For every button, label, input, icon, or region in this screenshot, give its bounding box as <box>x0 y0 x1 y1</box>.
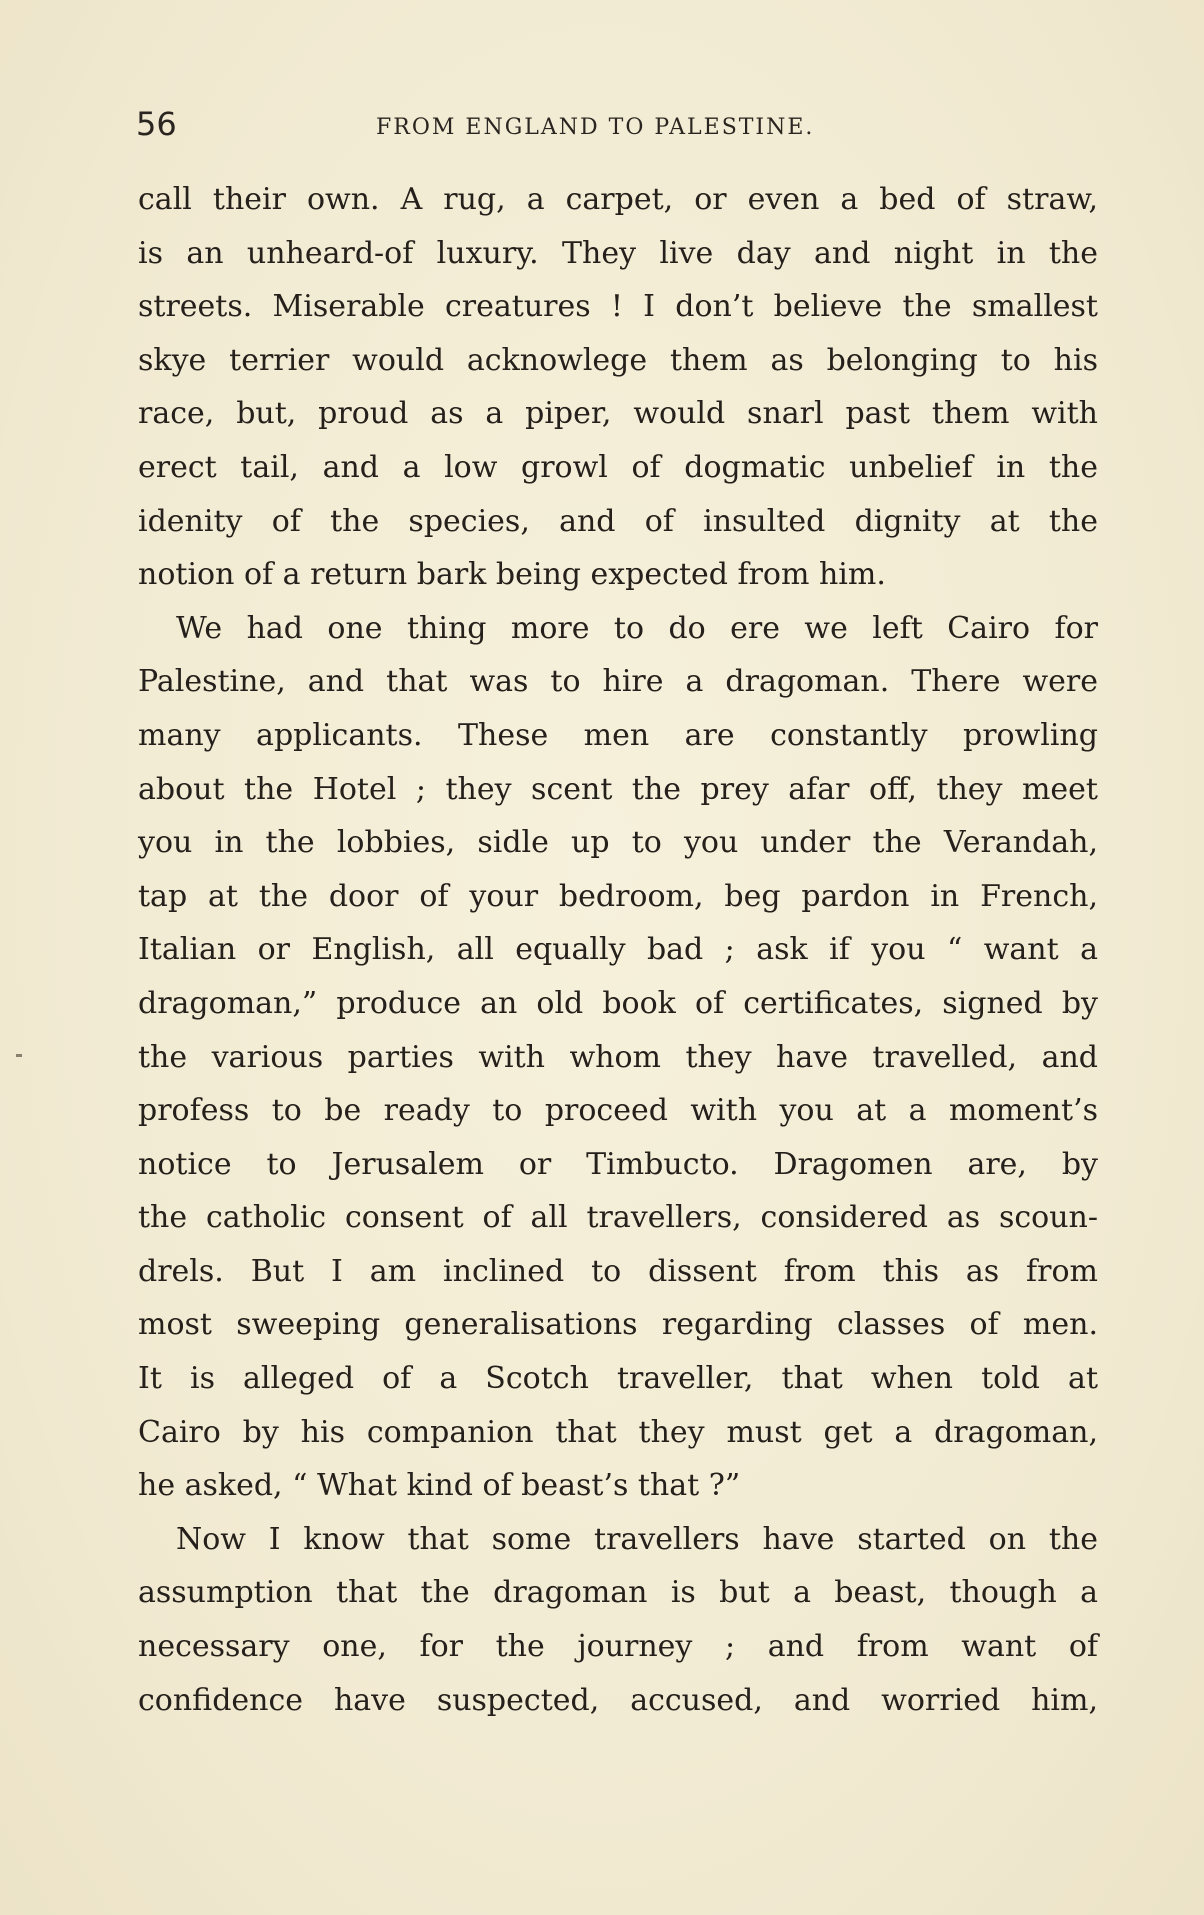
text-line: drels. But I am inclined to dissent from this as from <box>138 1253 1098 1289</box>
text-line: streets. Miserable creatures ! I don’t believe the smallest <box>138 289 1098 325</box>
text-line: the various parties with whom they have travelled, and <box>138 1039 1098 1075</box>
text-line: confidence have suspected, accused, and worried him, <box>138 1682 1098 1718</box>
text-line: notion of a return bark being expected from him. <box>138 557 886 593</box>
text-line: idenity of the species, and of insulted dignity at the <box>138 503 1098 539</box>
page-header <box>136 104 1096 148</box>
text-line: race, but, proud as a piper, would snarl past them with <box>138 396 1098 432</box>
margin-mark <box>16 1054 22 1057</box>
text-line: assumption that the dragoman is but a beast, though a <box>138 1575 1098 1611</box>
text-line: Now I know that some travellers have started on the <box>176 1521 1098 1557</box>
text-line: he asked, “ What kind of beast’s that ?” <box>138 1468 741 1504</box>
text-line: dragoman,” produce an old book of certificates, signed by <box>138 985 1098 1021</box>
text-line: most sweeping generalisations regarding classes of men. <box>138 1307 1098 1343</box>
text-line: call their own. A rug, a carpet, or even a bed of straw, <box>138 182 1098 217</box>
text-line: Cairo by his companion that they must get a dragoman, <box>138 1414 1098 1450</box>
text-line: profess to be ready to proceed with you at a moment’s <box>138 1093 1098 1129</box>
text-line: you in the lobbies, sidle up to you under the Verandah, <box>138 825 1098 861</box>
text-line: is an unheard-of luxury. They live day and night in the <box>138 235 1098 271</box>
text-line: Italian or English, all equally bad ; ask if you “ want a <box>138 932 1098 968</box>
text-line: the catholic consent of all travellers, considered as scoun- <box>138 1200 1098 1236</box>
body-text <box>138 173 1098 1727</box>
text-line: necessary one, for the journey ; and from want of <box>138 1629 1098 1665</box>
text-line: tap at the door of your bedroom, beg pardon in French, <box>138 878 1098 914</box>
text-line: skye terrier would acknowlege them as belonging to his <box>138 342 1098 378</box>
text-line: We had one thing more to do ere we left Cairo for <box>176 610 1098 646</box>
text-line: notice to Jerusalem or Timbucto. Dragomen are, by <box>138 1146 1098 1182</box>
text-line: erect tail, and a low growl of dogmatic unbelief in the <box>138 449 1098 485</box>
page-number: 56 <box>136 105 177 143</box>
text-line: about the Hotel ; they scent the prey afar off, they meet <box>138 771 1098 807</box>
text-line: It is alleged of a Scotch traveller, that when told at <box>138 1361 1098 1397</box>
running-head: FROM ENGLAND TO PALESTINE. <box>376 115 815 140</box>
text-line: Palestine, and that was to hire a dragoman. There were <box>138 664 1098 700</box>
text-line: many applicants. These men are constantly prowling <box>138 717 1098 753</box>
